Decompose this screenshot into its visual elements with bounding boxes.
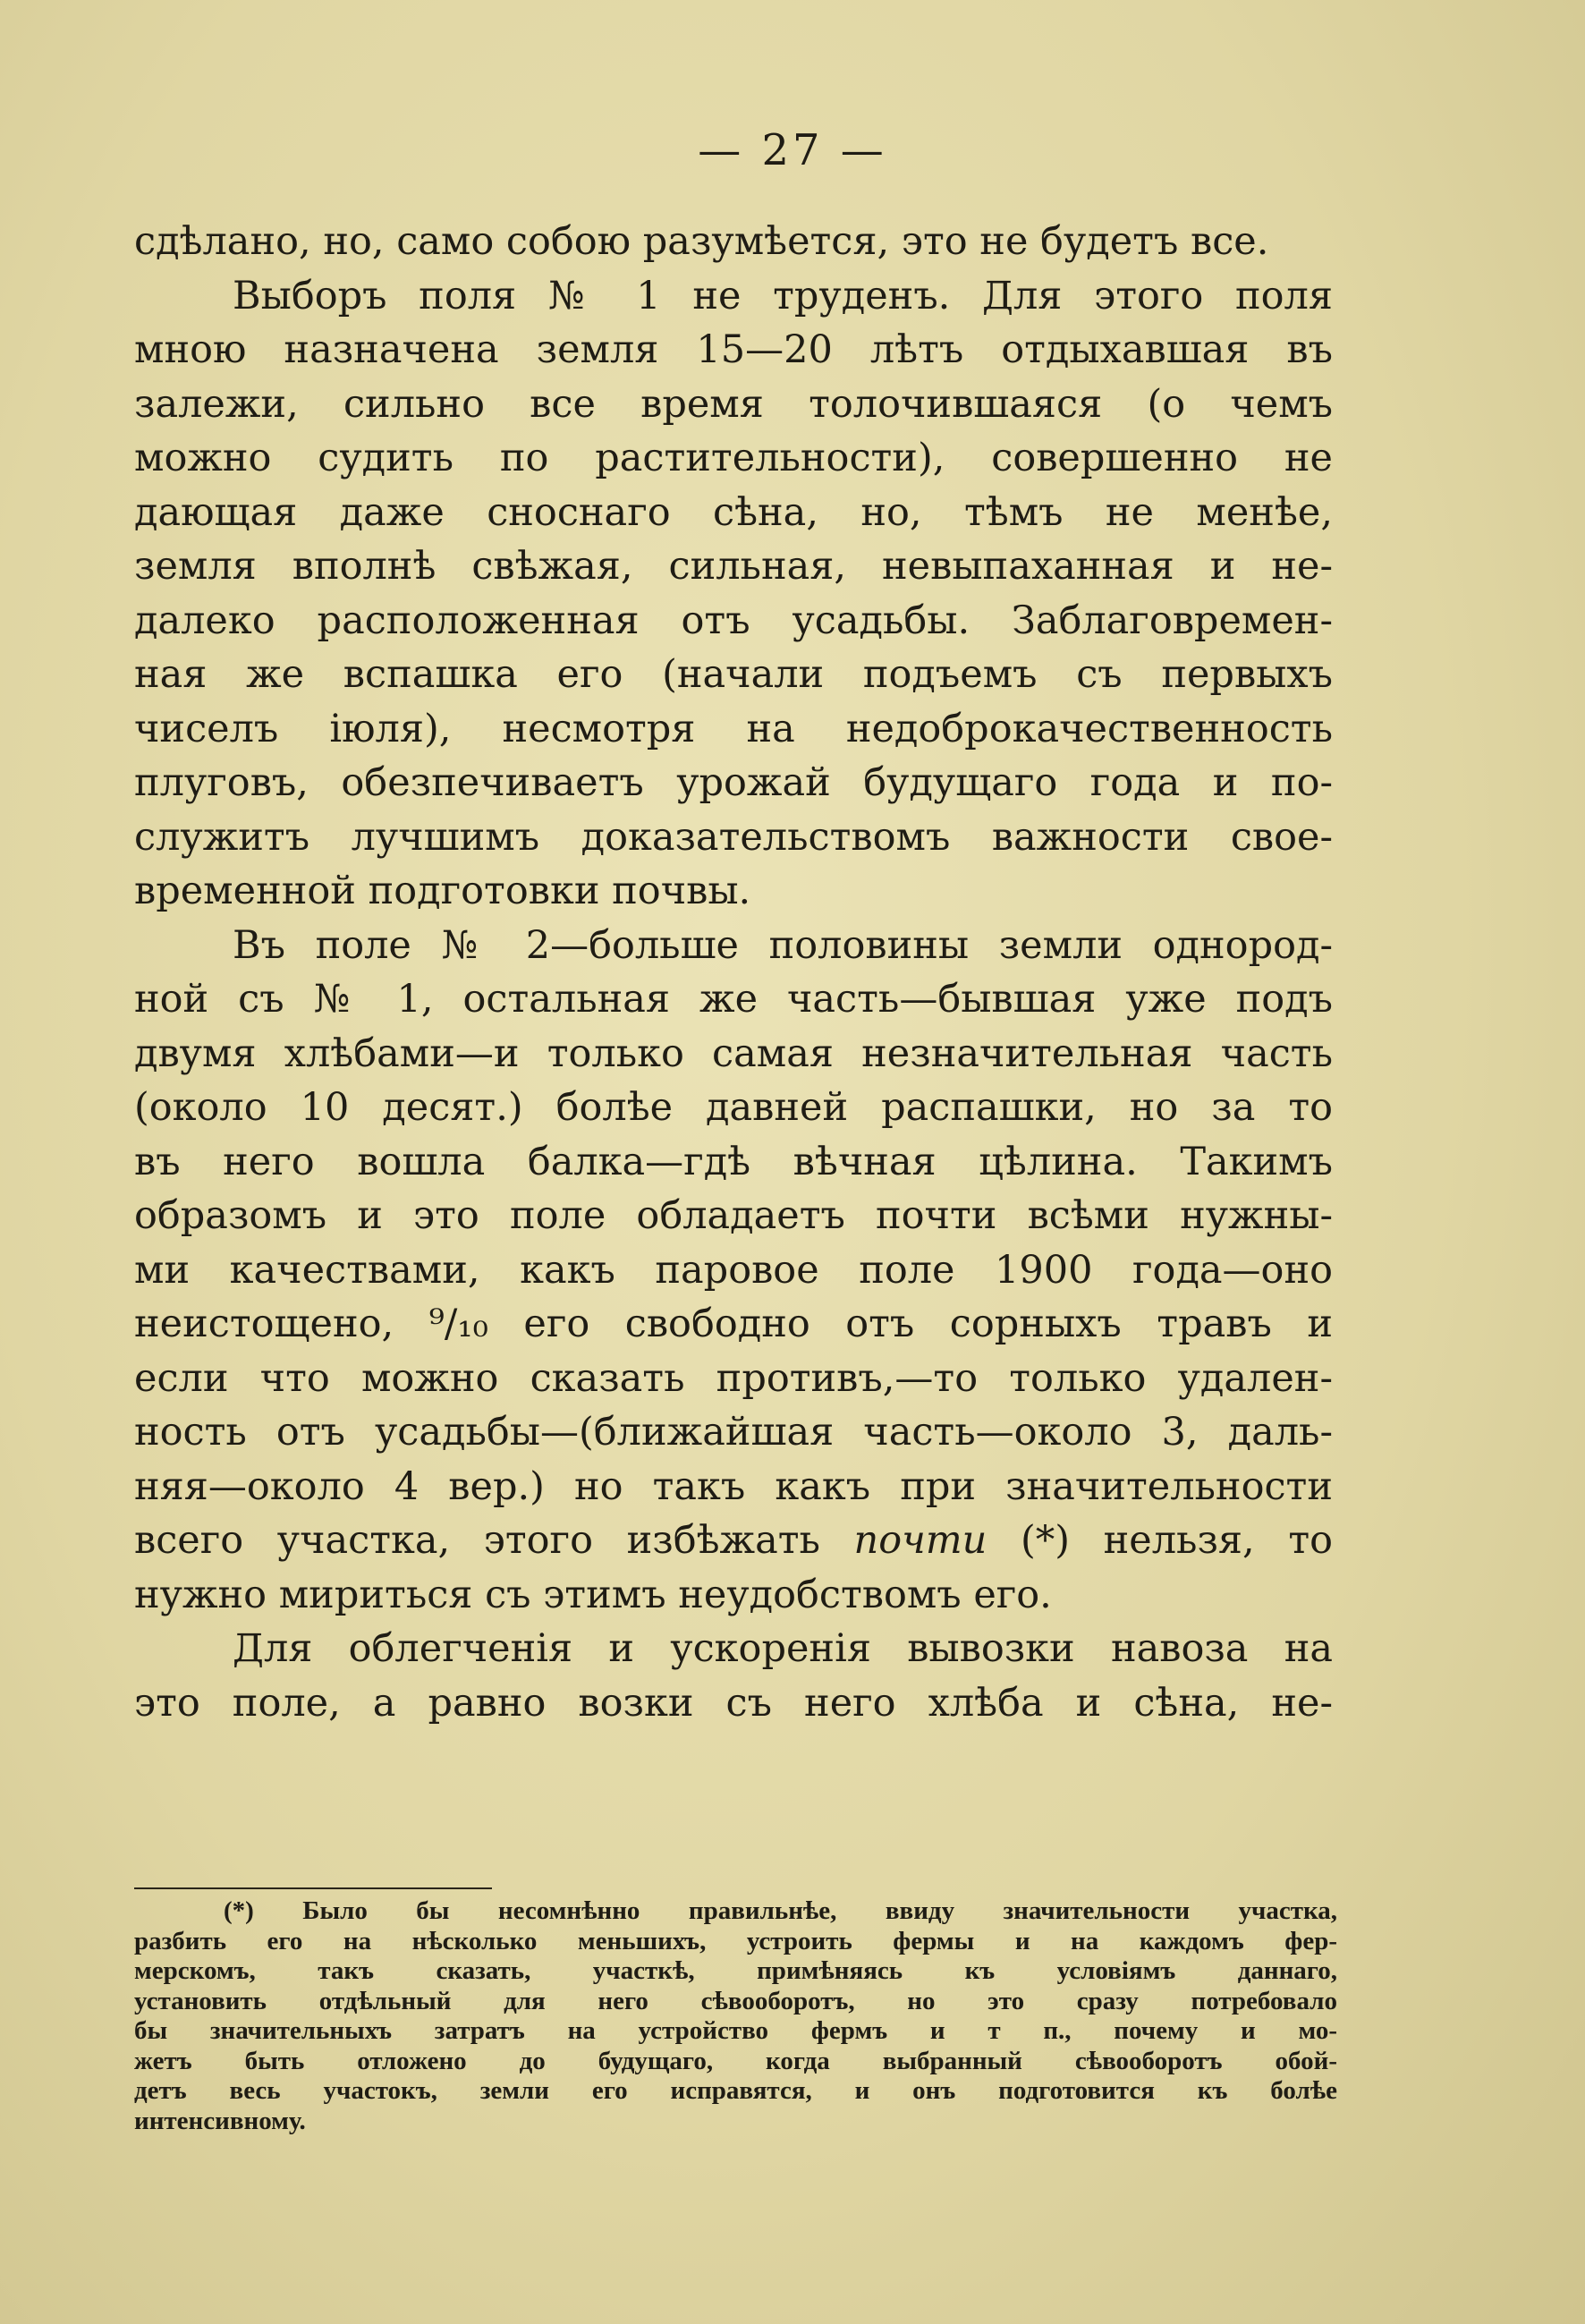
footnote-line: разбить его на нѣсколько меньшихъ, устроить фермы и на каждомъ фер- bbox=[134, 1926, 1337, 1955]
text-line: сдѣлано, но, само собою разумѣется, это не будетъ все. bbox=[134, 219, 1269, 264]
text-line: временной подготовки почвы. bbox=[134, 869, 751, 913]
text-line: ная же вспашка его (начали подъемъ съ первыхъ bbox=[134, 652, 1333, 697]
text-line: ми качествами, какъ паровое поле 1900 года—оно bbox=[134, 1247, 1333, 1293]
text-line: ной съ № 1, остальная же часть—бывшая уже подъ bbox=[134, 977, 1333, 1022]
text-line: неистощено, ⁹/₁₀ его свободно отъ сорныхъ травъ и bbox=[134, 1302, 1333, 1346]
footnote-line: установить отдѣльный для него сѣвооборотъ, но это сразу потребовало bbox=[134, 1986, 1337, 2015]
page-number: — 27 — bbox=[698, 125, 887, 175]
text-line: всего участка, этого избѣжать почти (*) нельзя, то bbox=[134, 1518, 1333, 1563]
footnote-line: интенсивному. bbox=[134, 2106, 306, 2135]
text-line: ность отъ усадьбы—(ближайшая часть—около 3, даль- bbox=[134, 1410, 1333, 1455]
text-line: Выборъ поля № 1 не труденъ. Для этого поля bbox=[233, 273, 1333, 318]
body-text bbox=[134, 215, 1333, 1730]
text-line: Для облегченія и ускоренія вывозки навоза на bbox=[233, 1626, 1333, 1671]
text-line: земля вполнѣ свѣжая, сильная, невыпаханная и не- bbox=[134, 544, 1333, 589]
footnote bbox=[134, 1896, 1337, 2136]
text-line: чиселъ іюля), несмотря на недоброкачественность bbox=[134, 706, 1333, 751]
text-line: мною назначена земля 15—20 лѣтъ отдыхавшая въ bbox=[134, 327, 1333, 372]
text-line: нужно мириться съ этимъ неудобствомъ его. bbox=[134, 1572, 1052, 1617]
text-line: образомъ и это поле обладаетъ почти всѣми нужны- bbox=[134, 1193, 1333, 1238]
text-line: плуговъ, обезпечиваетъ урожай будущаго года и по- bbox=[134, 760, 1333, 805]
text-line: это поле, а равно возки съ него хлѣба и сѣна, не- bbox=[134, 1680, 1333, 1726]
footnote-line: жетъ быть отложено до будущаго, когда выбранный сѣвооборотъ обой- bbox=[134, 2046, 1337, 2075]
text-line: (около 10 десят.) болѣе давней распашки, но за то bbox=[134, 1085, 1333, 1130]
footnote-line: детъ весь участокъ, земли его исправятся, и онъ подготовится къ болѣе bbox=[134, 2076, 1337, 2105]
text-line: Въ поле № 2—больше половины земли однород- bbox=[233, 922, 1333, 968]
footnote-line: бы значительныхъ затратъ на устройство фермъ и т п., почему и мо- bbox=[134, 2016, 1337, 2045]
emphasis-text: почти bbox=[853, 1518, 987, 1563]
footnote-line: мерскомъ, такъ сказать, участкѣ, примѣняясь къ условіямъ даннаго, bbox=[134, 1956, 1337, 1985]
text-line: далеко расположенная отъ усадьбы. Заблаговремен- bbox=[134, 598, 1333, 643]
footnote-divider bbox=[134, 1887, 492, 1889]
footnote-line: (*) Было бы несомнѣнно правильнѣе, ввиду значительности участка, bbox=[224, 1896, 1337, 1925]
text-line: няя—около 4 вер.) но такъ какъ при значительности bbox=[134, 1463, 1333, 1509]
text-line: дающая даже сноснаго сѣна, но, тѣмъ не менѣе, bbox=[134, 489, 1333, 535]
text-line: если что можно сказать противъ,—то только удален- bbox=[134, 1355, 1333, 1401]
text-line: можно судить по растительности), совершенно не bbox=[134, 436, 1333, 480]
text-line: въ него вошла балка—гдѣ вѣчная цѣлина. Такимъ bbox=[134, 1139, 1333, 1184]
text-line: залежи, сильно все время толочившаяся (о чемъ bbox=[134, 381, 1333, 427]
text-line: двумя хлѣбами—и только самая незначительная часть bbox=[134, 1031, 1333, 1076]
text-line: служитъ лучшимъ доказательствомъ важности свое- bbox=[134, 814, 1333, 860]
